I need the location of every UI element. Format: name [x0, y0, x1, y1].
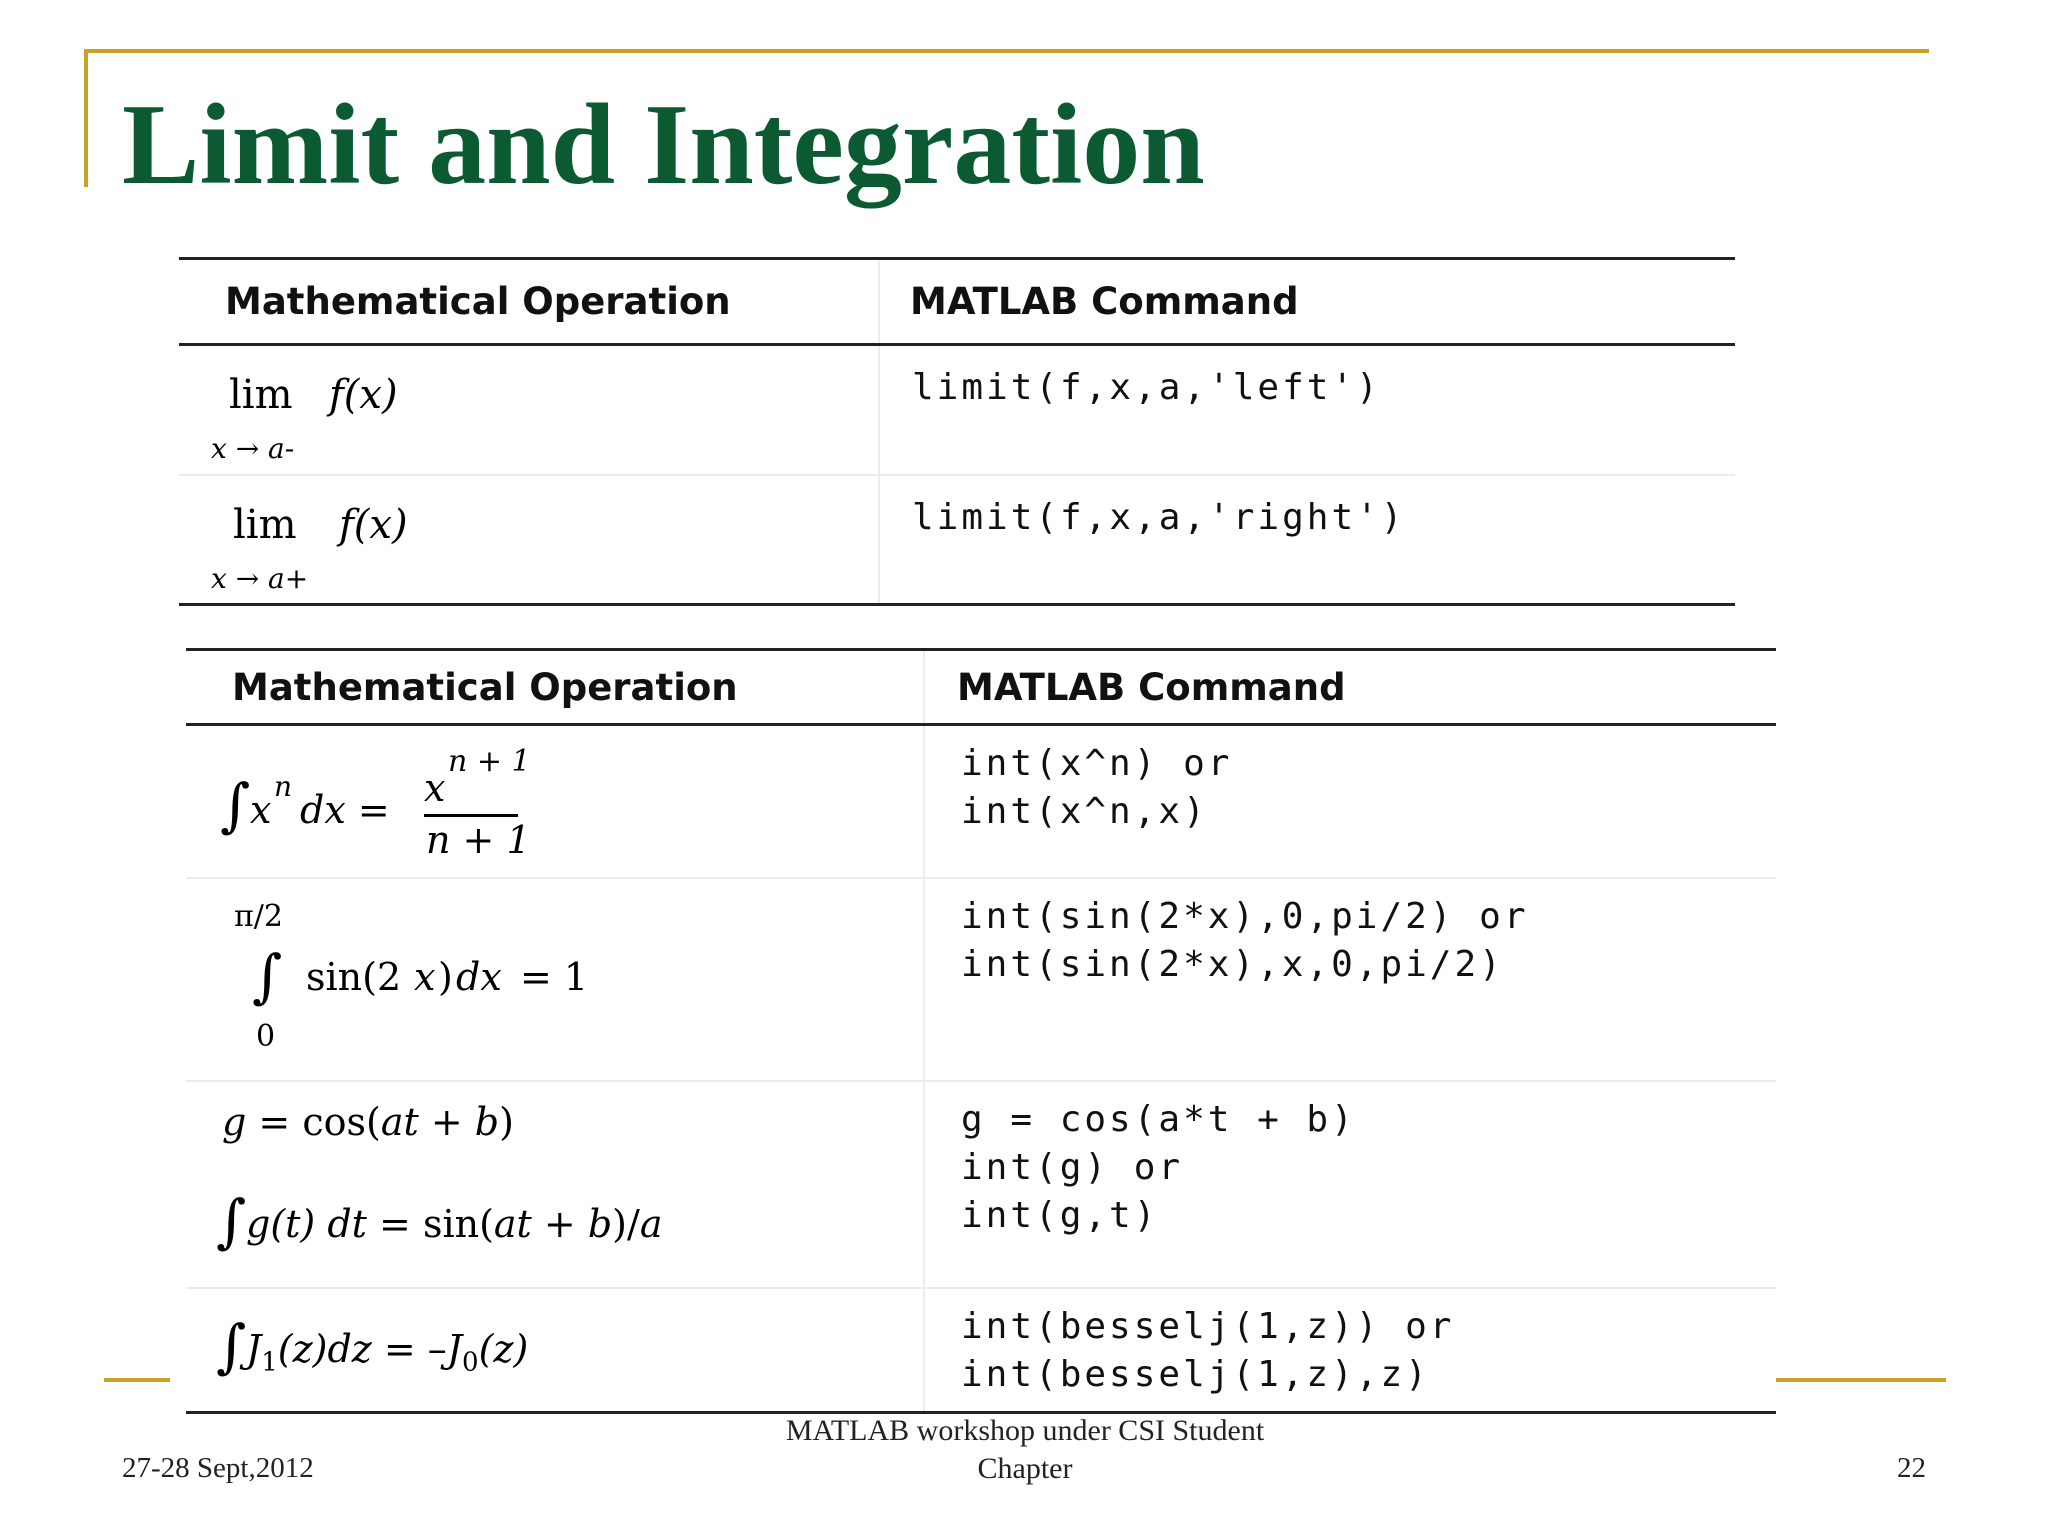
bessel-integral-expression	[186, 1288, 924, 1413]
fraction-bar	[424, 814, 518, 817]
limit-left-expression	[179, 345, 879, 475]
integral-sign: ∫	[252, 941, 283, 1010]
table-row	[186, 1081, 1776, 1288]
command-line: int(besselj(1,z)) or	[961, 1305, 1455, 1347]
page-number: 22	[1897, 1452, 1926, 1484]
table-row	[186, 725, 1776, 878]
slide-frame-bottom-left-line	[104, 1378, 170, 1382]
bessel-integral-command	[924, 1288, 1776, 1413]
lim-text: lim	[233, 501, 297, 548]
table-row	[186, 1288, 1776, 1413]
power-rule-expression	[186, 725, 924, 878]
dx-equals: dx =	[300, 788, 390, 832]
bessel-equation: $J_1(z)dz = -J_0(z)$	[246, 1326, 529, 1378]
exponent-n: n	[274, 770, 293, 803]
g-integral: g(t) dt = sin(at + b)/a	[246, 1201, 663, 1246]
lim-subscript: x → a+	[211, 561, 309, 595]
definite-integral-command	[924, 878, 1776, 1081]
command-line: int(x^n,x)	[961, 791, 1208, 832]
footer-line-1: MATLAB workshop under CSI Student	[785, 1414, 1265, 1447]
slide-frame-bottom-right-line	[1776, 1378, 1946, 1382]
slide-frame-top-line	[84, 49, 1929, 53]
integration-header-command: MATLAB Command	[924, 650, 1776, 725]
definite-integral-expression	[186, 878, 924, 1081]
limit-right-expression	[179, 475, 879, 605]
lim-text: lim	[229, 372, 293, 418]
footer-center-text	[660, 1412, 1390, 1488]
lower-limit: 0	[256, 1018, 276, 1054]
numerator-x: x	[424, 766, 446, 810]
command-line: int(sin(2*x),x,0,pi/2)	[961, 943, 1504, 985]
slide-title: Limit and Integration	[122, 81, 1205, 209]
command-line: int(besselj(1,z),z)	[961, 1353, 1430, 1395]
sin-text: sin(2	[306, 954, 402, 999]
command-line: int(g) or	[961, 1146, 1184, 1188]
integral-sign: ∫	[216, 1311, 247, 1380]
integral-sign: ∫	[216, 1186, 247, 1255]
command-line: int(g,t)	[961, 1194, 1159, 1236]
g-definition: g = cos(at + b)	[222, 1099, 514, 1144]
limits-header-command: MATLAB Command	[879, 259, 1735, 345]
command-line: int(x^n) or	[961, 743, 1233, 784]
command-line: g = cos(a*t + b)	[961, 1098, 1356, 1140]
limit-left-command: limit(f,x,a,'left')	[879, 345, 1735, 475]
upper-limit: π/2	[234, 898, 283, 934]
lim-subscript: x → a-	[211, 432, 295, 465]
footer-date: 27-28 Sept,2012	[122, 1452, 314, 1484]
power-rule-command	[924, 725, 1776, 878]
integral-sign: ∫	[220, 771, 251, 839]
integration-header-operation: Mathematical Operation	[186, 650, 924, 725]
dx-text: dx	[456, 954, 502, 999]
table-row	[179, 475, 1735, 605]
sin-variable: x	[414, 954, 436, 999]
limits-table-header	[179, 259, 1735, 345]
command-line: int(sin(2*x),0,pi/2) or	[961, 895, 1529, 937]
slide-frame-left-line	[84, 49, 88, 187]
cosine-integral-command	[924, 1081, 1776, 1288]
equals-one: = 1	[520, 954, 589, 999]
denominator: n + 1	[426, 818, 531, 862]
limit-right-command: limit(f,x,a,'right')	[912, 496, 1406, 538]
cosine-integral-expression	[186, 1081, 924, 1288]
integration-table	[186, 648, 1776, 1414]
limits-table	[179, 257, 1735, 606]
base-x: x	[250, 788, 272, 832]
footer-line-2: Chapter	[977, 1452, 1073, 1485]
table-row	[179, 345, 1735, 475]
limits-header-operation: Mathematical Operation	[179, 259, 879, 345]
lim-function: f(x)	[329, 372, 398, 418]
table-row	[186, 878, 1776, 1081]
integration-table-header	[186, 650, 1776, 725]
sin-close: )	[438, 954, 453, 999]
numerator-exponent: n + 1	[448, 744, 531, 779]
lim-function: f(x)	[339, 501, 408, 548]
